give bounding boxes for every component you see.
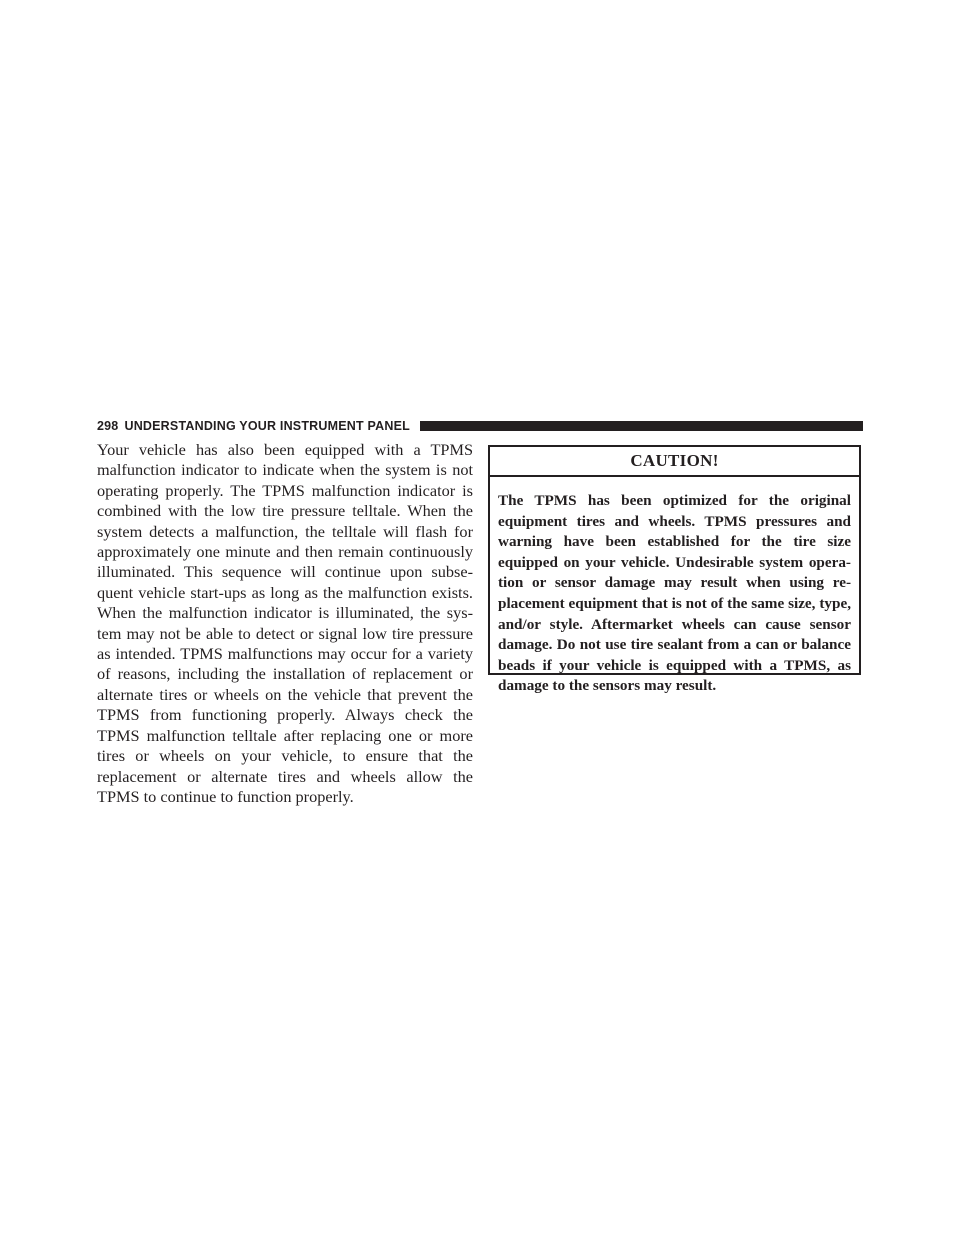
caution-title: CAUTION! [490,447,859,477]
body-paragraph: Your vehicle has also been equipped with a TPMS malfunction indicator to indicate when the system is not operating properly. The TPMS malfunction indicator is combined with the low tire pressure telltale. When the system detects a malfunction, the telltale will flash for approximately one minute and then remain continuously illuminated. This sequence will continue upon subse-quent vehicle start-ups as long as the malfunction exists. When the malfunction indicator is illuminated, the sys-tem may not be able to detect or signal low tire pressure as intended. TPMS malfunctions may occur for a variety of reasons, including the installation of replacement or alternate tires or wheels on the vehicle that prevent the TPMS from functioning properly. Always check the TPMS malfunction telltale after replacing one or more tires or wheels on your vehicle, to ensure that the replacement or alternate tires and wheels allow the TPMS to continue to function properly. [97,440,473,806]
page-header [97,418,863,434]
caution-box [488,445,861,695]
header-rule [420,421,863,431]
section-title: UNDERSTANDING YOUR INSTRUMENT PANEL [124,419,410,433]
caution-text: The TPMS has been optimized for the original equipment tires and wheels. TPMS pressures and warning have been established for the tire size equipped on your vehicle. Undesirable system opera-tion or sensor damage may result when using re-placement equipment that is not of the same size, type, and/or style. Aftermarket wheels can cause sensor damage. Do not use tire sealant from a can or balance beads if your vehicle is equipped with a TPMS, as damage to the sensors may result. [498,492,851,695]
page-number: 298 [97,419,119,433]
